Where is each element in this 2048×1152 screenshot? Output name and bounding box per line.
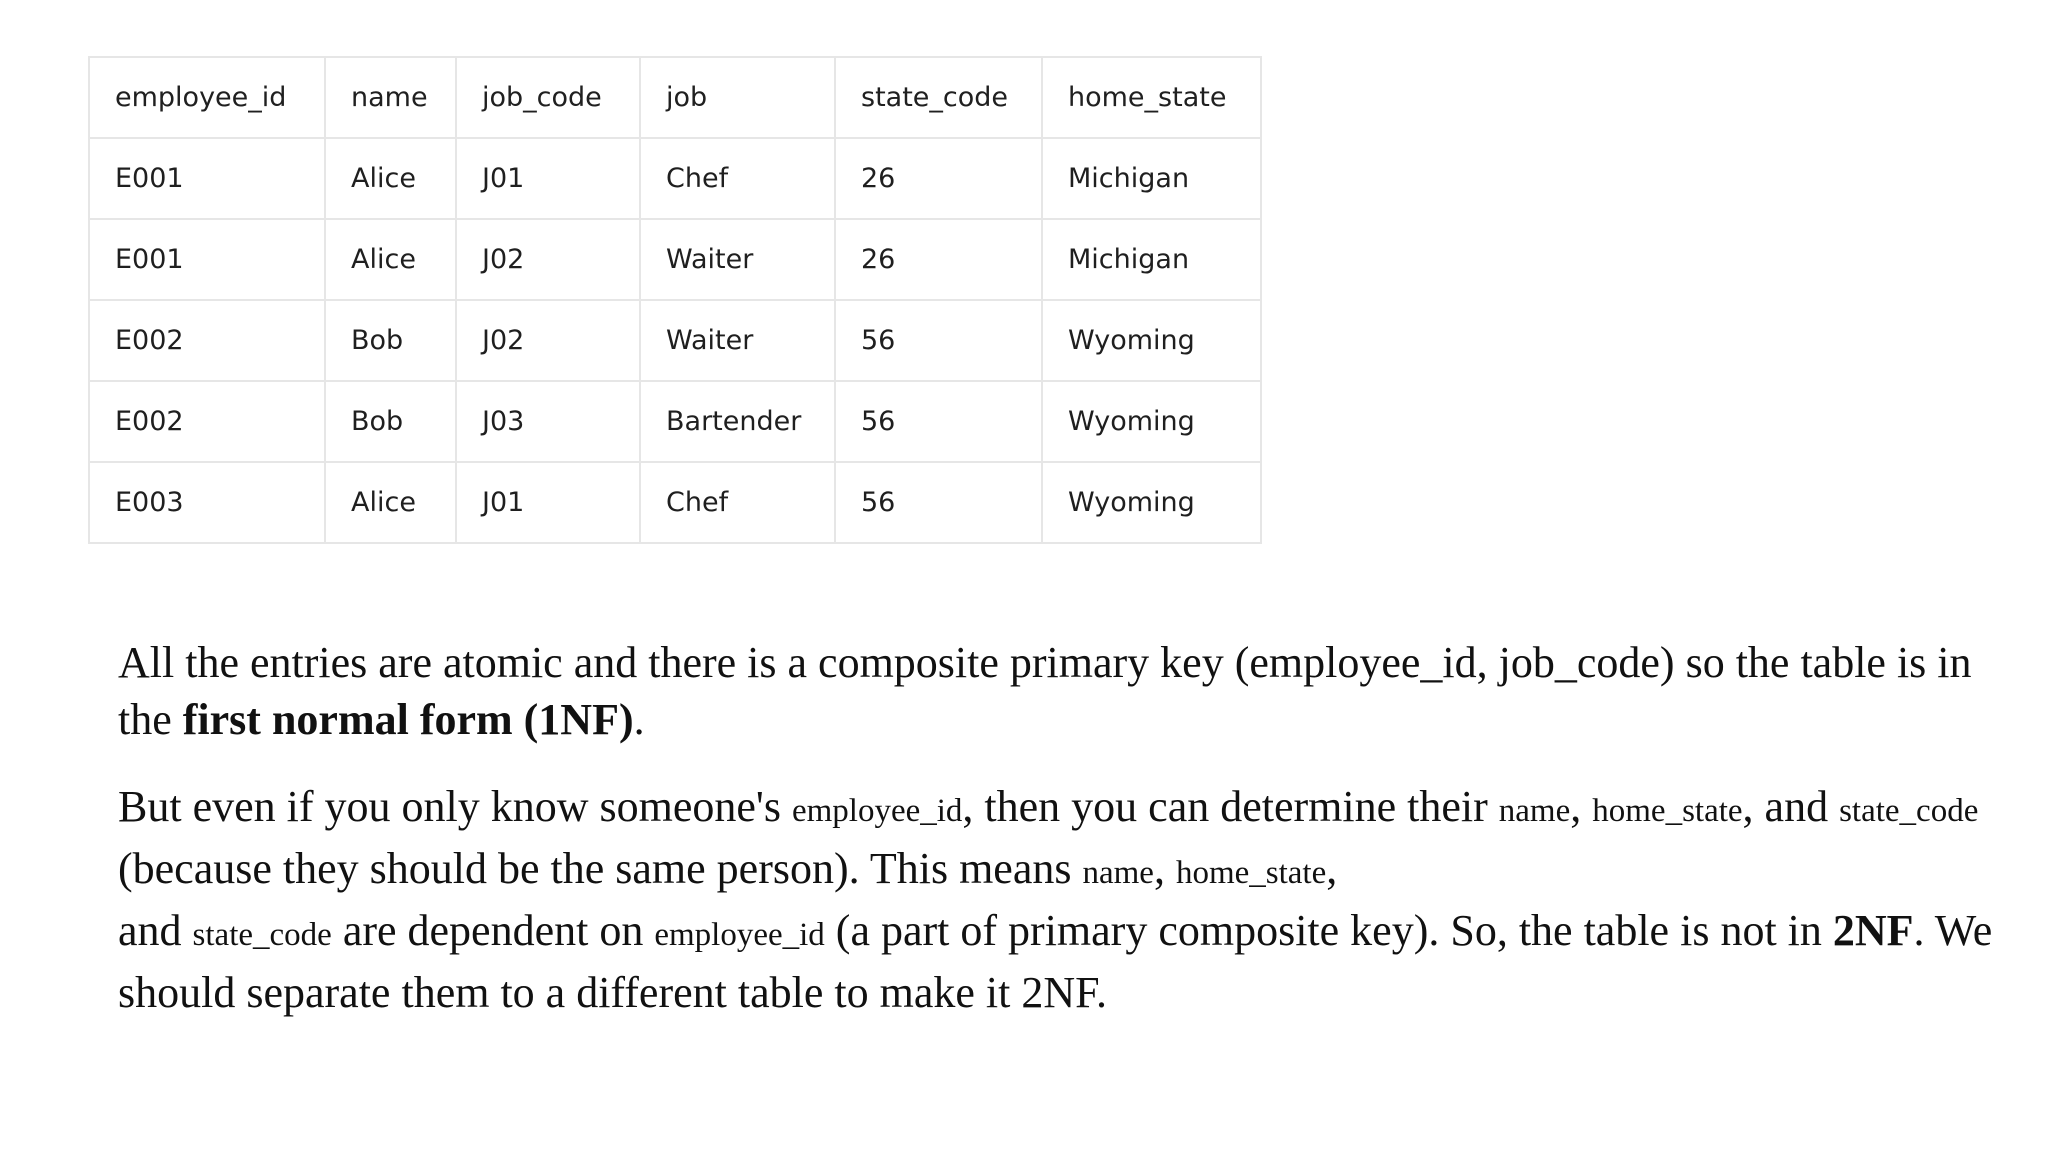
inline-term: home_state xyxy=(1175,855,1327,891)
table-row xyxy=(89,138,1261,219)
table-cell: Waiter xyxy=(640,219,835,300)
inline-term: state_code xyxy=(1839,793,1979,829)
table-cell: Wyoming xyxy=(1042,381,1261,462)
bold-term-1nf: first normal form (1NF) xyxy=(182,695,634,744)
table-cell: J01 xyxy=(456,462,640,543)
inline-term: name xyxy=(1498,793,1571,829)
text-run: . We should separate them to a different table to make it 2NF. xyxy=(118,906,1993,1017)
table-cell: Bartender xyxy=(640,381,835,462)
table-cell: Michigan xyxy=(1042,138,1261,219)
table-cell: E001 xyxy=(89,219,325,300)
table-cell: Wyoming xyxy=(1042,300,1261,381)
table-row xyxy=(89,300,1261,381)
table-cell: 56 xyxy=(835,300,1042,381)
table-cell: 26 xyxy=(835,138,1042,219)
table-header-row xyxy=(89,57,1261,138)
table-cell: Bob xyxy=(325,381,456,462)
inline-term: employee_id xyxy=(654,917,825,953)
text-run: , xyxy=(1153,844,1176,893)
table-cell: 56 xyxy=(835,462,1042,543)
table-cell: Alice xyxy=(325,138,456,219)
table-cell: E002 xyxy=(89,300,325,381)
text-run: , then you can determine their xyxy=(962,782,1499,831)
text-run: All the entries are atomic and there is a composite primary key (employee_id, job_code) so the table is in the xyxy=(118,638,1972,744)
employee-table-container xyxy=(88,56,1262,544)
table-cell: Wyoming xyxy=(1042,462,1261,543)
text-run: and xyxy=(118,906,193,955)
text-run: (a part of primary composite key). So, the table is not in xyxy=(824,906,1833,955)
table-cell: E001 xyxy=(89,138,325,219)
column-header-home-state: home_state xyxy=(1042,57,1261,138)
table-cell: Chef xyxy=(640,138,835,219)
table-cell: Alice xyxy=(325,462,456,543)
text-run: , xyxy=(1326,844,1338,893)
column-header-employee-id: employee_id xyxy=(89,57,325,138)
table-cell: J02 xyxy=(456,219,640,300)
table-cell: J01 xyxy=(456,138,640,219)
table-cell: J02 xyxy=(456,300,640,381)
table-cell: 26 xyxy=(835,219,1042,300)
table-row xyxy=(89,381,1261,462)
inline-term: name xyxy=(1082,855,1154,891)
table-cell: Waiter xyxy=(640,300,835,381)
column-header-job-code: job_code xyxy=(456,57,640,138)
column-header-state-code: state_code xyxy=(835,57,1042,138)
employee-table xyxy=(88,56,1262,544)
table-row xyxy=(89,219,1261,300)
table-cell: J03 xyxy=(456,381,640,462)
text-run: are dependent on xyxy=(331,906,655,955)
text-run: , and xyxy=(1742,782,1840,831)
table-cell: Bob xyxy=(325,300,456,381)
text-run: (because they should be the same person). This means xyxy=(118,844,1083,893)
text-run: . xyxy=(633,695,645,744)
table-cell: Michigan xyxy=(1042,219,1261,300)
inline-term: home_state xyxy=(1592,793,1743,829)
explanation-text xyxy=(118,634,1998,1021)
column-header-name: name xyxy=(325,57,456,138)
table-cell: E002 xyxy=(89,381,325,462)
inline-term: state_code xyxy=(192,917,332,953)
text-run: But even if you only know someone's xyxy=(118,782,792,831)
table-cell: Alice xyxy=(325,219,456,300)
inline-term: employee_id xyxy=(791,793,963,829)
table-row xyxy=(89,462,1261,543)
table-cell: E003 xyxy=(89,462,325,543)
table-cell: Chef xyxy=(640,462,835,543)
bold-term-2nf: 2NF xyxy=(1832,906,1914,955)
text-run: , xyxy=(1570,782,1593,831)
paragraph-2nf xyxy=(118,778,1998,1021)
table-cell: 56 xyxy=(835,381,1042,462)
column-header-job: job xyxy=(640,57,835,138)
paragraph-1nf xyxy=(118,634,1998,748)
